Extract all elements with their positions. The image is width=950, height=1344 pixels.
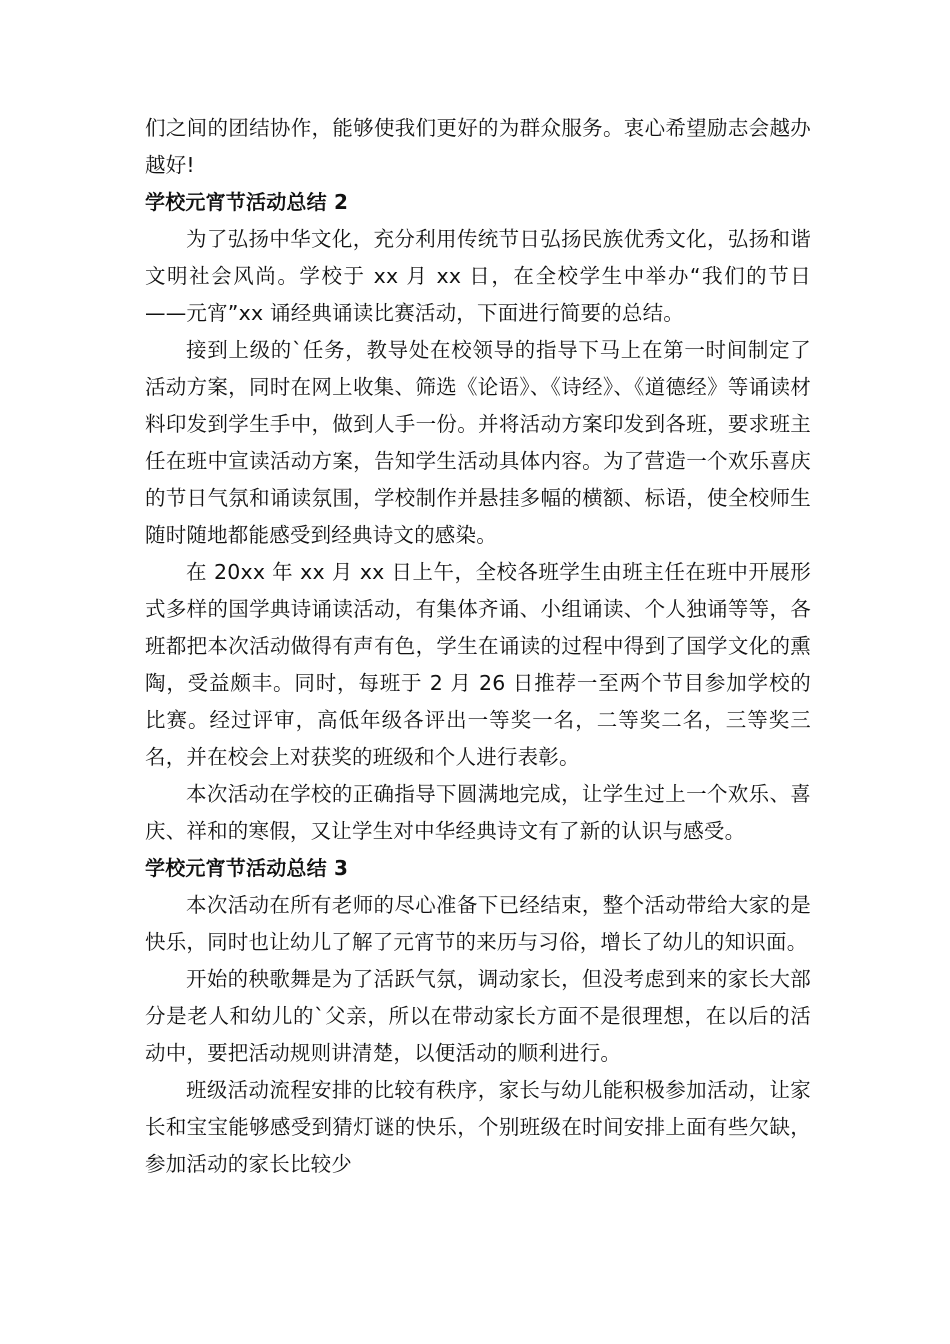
paragraph-dance: 开始的秧歌舞是为了活跃气氛，调动家长，但没考虑到来的家长大部分是老人和幼儿的`父亲，所以在带动家长方面不是很理想，在以后的活动中，要把活动规则讲清楚，以便活动的顺利进行。 [145,967,811,1065]
paragraph-continuation: 们之间的团结协作，能够使我们更好的为群众服务。衷心希望励志会越办越好! [145,116,811,177]
paragraph-intro: 为了弘扬中华文化，充分利用传统节日弘扬民族优秀文化，弘扬和谐文明社会风尚。学校于 xx 月 xx 日，在全校学生中举办“我们的节日——元宵”xx 诵经典诵读比赛活动，下面进行简要的总结。 [145,227,811,325]
section-heading-3: 学校元宵节活动总结 3 [145,856,349,880]
paragraph-summary: 本次活动在所有老师的尽心准备下已经结束，整个活动带给大家的是快乐，同时也让幼儿了解了元宵节的来历与习俗，增长了幼儿的知识面。 [145,893,811,954]
section-heading-2: 学校元宵节活动总结 2 [145,190,349,214]
paragraph-conclusion: 本次活动在学校的正确指导下圆满地完成，让学生过上一个欢乐、喜庆、祥和的寒假，又让学生对中华经典诗文有了新的认识与感受。 [145,782,811,843]
document-body [145,110,811,1183]
paragraph-preparation: 接到上级的`任务，教导处在校领导的指导下马上在第一时间制定了活动方案，同时在网上收集、筛选《论语》、《诗经》、《道德经》等诵读材料印发到学生手中，做到人手一份。并将活动方案印发到各班，要求班主任在班中宣读活动方案，告知学生活动具体内容。为了营造一个欢乐喜庆的节日气氛和诵读氛围，学校制作并悬挂多幅的横额、标语，使全校师生随时随地都能感受到经典诗文的感染。 [145,338,811,547]
paragraph-activity: 在 20xx 年 xx 月 xx 日上午，全校各班学生由班主任在班中开展形式多样的国学典诗诵读活动，有集体齐诵、小组诵读、个人独诵等等，各班都把本次活动做得有声有色，学生在诵读的过程中得到了国学文化的熏陶，受益颇丰。同时，每班于 2 月 26 日推荐一至两个节目参加学校的比赛。经过评审，高低年级各评出一等奖一名，二等奖二名，三等奖三名，并在校会上对获奖的班级和个人进行表彰。 [145,560,811,769]
paragraph-class-activities: 班级活动流程安排的比较有秩序，家长与幼儿能积极参加活动，让家长和宝宝能够感受到猜灯谜的快乐，个别班级在时间安排上面有些欠缺，参加活动的家长比较少 [145,1078,811,1176]
